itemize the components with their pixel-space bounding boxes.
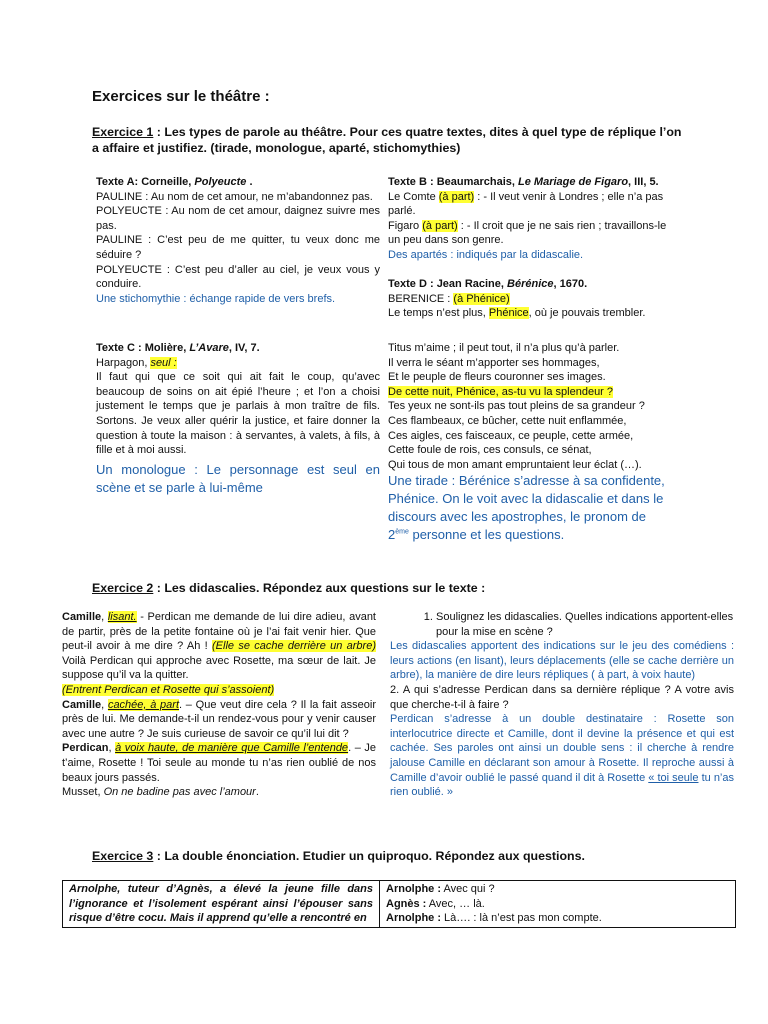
- text-c-speaker-name: Harpagon,: [96, 356, 151, 369]
- answer-1: Les didascalies apportent des indications sur le jeu des comédiens : leurs actions (en lisant), leurs déplacements (elle se cache derrière un arbre), la manière de dire leurs répliques ( à part, à voix haute): [390, 640, 734, 682]
- text-d-verse-6: Ces flambeaux, ce bûcher, cette nuit enflammée,: [388, 414, 627, 427]
- text-d-verse-8: Cette foule de rois, ces consuls, ce sénat,: [388, 444, 592, 457]
- text-b-work: Le Mariage de Figaro: [518, 176, 629, 188]
- text-d-verse-9: Qui tous de mon amant empruntaient leur éclat (…).: [388, 458, 642, 471]
- exercise-3-label: Exercice 3: [92, 849, 154, 863]
- text-d-speaker: [388, 292, 672, 307]
- text-d-line-1-end: , où je pouvais trembler.: [528, 307, 646, 320]
- stage-direction-cachee: cachée, à part: [107, 698, 180, 711]
- dialogue-line-1: [386, 882, 729, 897]
- text-d-suffix: , 1670.: [553, 278, 588, 290]
- text-d-answer-end: personne et les questions.: [408, 527, 565, 543]
- text-b-stage-direction-2: (à part): [422, 219, 458, 232]
- page-title: Exercices sur le théâtre :: [92, 88, 270, 105]
- text-d-verse-4: [388, 385, 672, 400]
- excerpt-speech-2: Voilà Perdican qui approche avec Rosette, ma sœur de lait. Je suppose qu’il va la quitter.: [62, 654, 376, 682]
- text-b-suffix: , III, 5.: [628, 176, 659, 188]
- text-a-work: Polyeucte: [194, 176, 247, 188]
- text-d-highlighted-verse: De cette nuit, Phénice, as-tu vu la splendeur ?: [388, 385, 614, 398]
- excerpt-camille-reply-1: Camille, lisant. - Perdican me demande de lui dire adieu, avant de partir, près de la petite fontaine où je l’ai fait venir hier. Que peut-il avoir à me dire ? Ah ! (Elle se cache derrière un arbre) Voilà Perdican qui approche avec Rosette, ma sœur de lait. Je suppose qu’il va la quitter.: [62, 611, 376, 682]
- dialogue-line-3: [386, 911, 729, 926]
- text-c-block: [96, 341, 380, 497]
- text-b-heading: [388, 175, 672, 190]
- stage-direction-lisant: lisant.: [107, 611, 137, 623]
- text-b-stage-direction-1: (à part): [438, 190, 475, 203]
- stage-direction-entrance: (Entrent Perdican et Rosette qui s’assoient): [62, 683, 275, 696]
- text-a-answer: Une stichomythie : échange rapide de vers brefs.: [96, 292, 336, 305]
- text-d-verses-block: [388, 341, 672, 544]
- source-author: Musset,: [62, 786, 104, 799]
- text-d-line-1: [388, 306, 672, 321]
- speaker-camille: Camille: [62, 611, 102, 623]
- excerpt-speech-4: . – Je t’aime, Rosette ! Toi seule au monde tu n’as rien oublié de nos beaux jours passés.: [62, 742, 377, 784]
- excerpt-camille-reply-2: Camille, cachée, à part. – Que veut dire cela ? Il la fait asseoir près de lui. Me demande-t-il un rendez-vous pour y venir causer avec une autre ? Je suis curieuse de savoir ce qu’il lui dit ?: [62, 698, 376, 740]
- exercise-2-label: Exercice 2: [92, 581, 154, 595]
- speaker-camille-2: Camille: [62, 698, 102, 711]
- exercise-2-excerpt: [62, 610, 376, 800]
- exercise-3-table: [62, 880, 736, 928]
- answer-2: [390, 712, 734, 800]
- text-d-verse-3: Et le peuple de fleurs couronner ses images.: [388, 371, 606, 384]
- text-a-suffix: .: [246, 176, 253, 188]
- text-d-verse-2: Il verra le séant m’apporter ses hommages,: [388, 356, 600, 369]
- text-d-answer-superscript: ème: [395, 529, 409, 537]
- text-b-speech-1: : - Il veut venir à Londres ; elle n’a pas parlé.: [388, 190, 664, 218]
- text-d-verse-7: Ces aigles, ces faisceaux, ce peuple, cette armée,: [388, 429, 634, 442]
- text-c-heading: [96, 341, 380, 356]
- text-c-body: Il faut qui que ce soit qui ait fait le coup, qu’avec beaucoup de soins on ait épié l’heure ; et l’on a choisi justement le temps que je parlais à mon traître de fils. Sortons. Je veux aller quérir la justice, et faire donner la question à toute la maison : à servantes, à valets, à fils, à fille et à moi aussi.: [96, 371, 380, 457]
- text-a-heading: [96, 175, 380, 190]
- exercise-2-heading: [92, 580, 688, 596]
- text-d-work: Bérénice: [507, 278, 554, 290]
- exercise-3-instructions: : La double énonciation. Etudier un quiproquo. Répondez aux questions.: [153, 849, 585, 863]
- table-cell-dialogue: [380, 881, 736, 928]
- text-a-line-2: POLYEUCTE : Au nom de cet amour, daignez suivre mes pas.: [96, 205, 380, 232]
- text-a-line-3: PAULINE : C’est peu de me quitter, tu veux donc me séduire ?: [96, 234, 380, 261]
- text-a-author: Texte A: Corneille,: [96, 176, 195, 188]
- excerpt-perdican-reply: Perdican, à voix haute, de manière que Camille l’entende. – Je t’aime, Rosette ! Toi seule au monde tu n’as rien oublié de nos beaux jours passés.: [62, 742, 377, 784]
- text-d-apostrophe: Phénice: [488, 307, 529, 320]
- excerpt-entrance: [62, 683, 376, 698]
- text-b-line-2: [388, 219, 672, 248]
- text-c-speaker: [96, 356, 380, 371]
- excerpt-source: [62, 785, 376, 800]
- exercise-2-questions: [390, 610, 734, 800]
- text-c-answer: Un monologue : Le personnage est seul en scène et se parle à lui-même: [96, 461, 380, 495]
- exercise-1-heading: [92, 124, 688, 156]
- dialogue-text-2: Avec, … là.: [426, 897, 485, 910]
- table-cell-intro: [63, 881, 380, 928]
- dialogue-speaker-1: Arnolphe :: [386, 883, 441, 895]
- text-b-block: [388, 175, 672, 263]
- speaker-perdican: Perdican: [62, 742, 109, 755]
- source-suffix: .: [255, 786, 259, 799]
- text-b-author: Texte B : Beaumarchais,: [388, 176, 519, 188]
- answer-2-quote: « toi seule: [648, 771, 699, 784]
- exercise-1-instructions: : Les types de parole au théâtre. Pour ces quatre textes, dites à quel type de réplique l’on a affaire et justifiez. (tirade, monologue, aparté, stichomythies): [92, 125, 682, 155]
- text-c-stage-direction: seul :: [150, 356, 177, 369]
- text-b-speaker-1: Le Comte: [388, 190, 439, 203]
- question-list: [390, 610, 734, 639]
- text-d-speaker-name: BERENICE :: [388, 292, 454, 305]
- exercise-3-heading: [92, 848, 688, 864]
- stage-direction-voix-haute: à voix haute, de manière que Camille l’entende: [115, 742, 349, 755]
- text-d-author: Texte D : Jean Racine,: [388, 278, 508, 290]
- text-b-speaker-2: Figaro: [388, 219, 423, 232]
- exercise-2-instructions: : Les didascalies. Répondez aux questions sur le texte :: [153, 581, 486, 595]
- text-d-answer-start: Une tirade : Bérénice s’adresse à sa confidente, Phénice. On le voit avec la didascalie et dans le discours avec les apostrophes, le pronom de 2: [388, 473, 665, 543]
- dialogue-speaker-2: Agnès :: [386, 897, 427, 910]
- dialogue-speaker-3: Arnolphe :: [386, 912, 441, 925]
- text-a-line-1: PAULINE : Au nom de cet amour, ne m’abandonnez pas.: [96, 190, 373, 203]
- dialogue-text-1: Avec qui ?: [441, 883, 495, 895]
- question-2: 2. A qui s’adresse Perdican dans sa dernière réplique ? A votre avis que cherche-t-il à faire ?: [390, 683, 734, 711]
- stage-direction-arbre: (Elle se cache derrière un arbre): [212, 640, 376, 653]
- text-d-stage-direction: (à Phénice): [453, 292, 510, 305]
- text-d-header-block: [388, 277, 672, 321]
- text-d-answer: [388, 472, 670, 544]
- excerpt-speech-1: - Perdican me demande de lui dire adieu, avant de partir, près de la petite fontaine où je l’ai fait venir hier. Que peut-il avoir à me dire ? Ah !: [62, 611, 376, 653]
- text-a-block: [96, 175, 380, 306]
- text-d-verse-1: Titus m’aime ; il peut tout, il n’a plus qu’à parler.: [388, 342, 620, 354]
- dialogue-text-3: Là…. : là n’est pas mon compte.: [441, 912, 602, 925]
- text-d-verse-5: Tes yeux ne sont-ils pas tout pleins de sa grandeur ?: [388, 400, 645, 413]
- answer-2-end: tu n’as rien oublié. »: [390, 771, 734, 799]
- exercise-3-intro: Arnolphe, tuteur d’Agnès, a élevé la jeune fille dans l’ignorance et l’isolement espérant ainsi l’épouser sans risque d’être cocu. Mais il apprend qu’elle a rencontré en: [69, 883, 373, 925]
- text-a-line-4: POLYEUCTE : C’est peu d’aller au ciel, je veux vous y conduire.: [96, 263, 380, 291]
- table-row: [63, 881, 736, 928]
- text-b-line-1: [388, 190, 672, 219]
- text-c-author: Texte C : Molière,: [96, 342, 190, 354]
- text-c-work: L’Avare: [189, 342, 229, 354]
- source-work: On ne badine pas avec l’amour: [103, 786, 256, 799]
- exercise-3-table-wrap: [62, 880, 736, 928]
- text-c-suffix: , IV, 7.: [228, 342, 260, 354]
- dialogue-line-2: [386, 897, 729, 912]
- text-b-answer: Des apartés : indiqués par la didascalie.: [388, 248, 584, 261]
- exercise-1-label: Exercice 1: [92, 125, 154, 139]
- text-d-line-1-start: Le temps n’est plus,: [388, 307, 489, 320]
- text-d-heading: [388, 277, 672, 292]
- text-b-speech-2: : - Il croit que je ne sais rien ; travaillons-le un peu dans son genre.: [388, 219, 667, 247]
- answer-2-start: Perdican s’adresse à un double destinataire : Rosette son interlocutrice directe et Camille, dont il devine la présence et qui est cachée. Ses paroles ont ainsi un double sens : il cherche à rendre jalouse Camille en déclarant son amour à Rosette. Il reproche aussi à Camille d’avoir oublié le passé quand il dit à Rosette: [390, 713, 734, 784]
- question-1: 1. Soulignez les didascalies. Quelles indications apportent-elles pour la mise en scène ?: [436, 610, 734, 639]
- excerpt-speech-3: . – Que veut dire cela ? Il la fait asseoir près de lui. Me demande-t-il un rendez-vous pour y venir causer avec une autre ? Je suis curieuse de savoir ce qu’il lui dit ?: [62, 698, 376, 740]
